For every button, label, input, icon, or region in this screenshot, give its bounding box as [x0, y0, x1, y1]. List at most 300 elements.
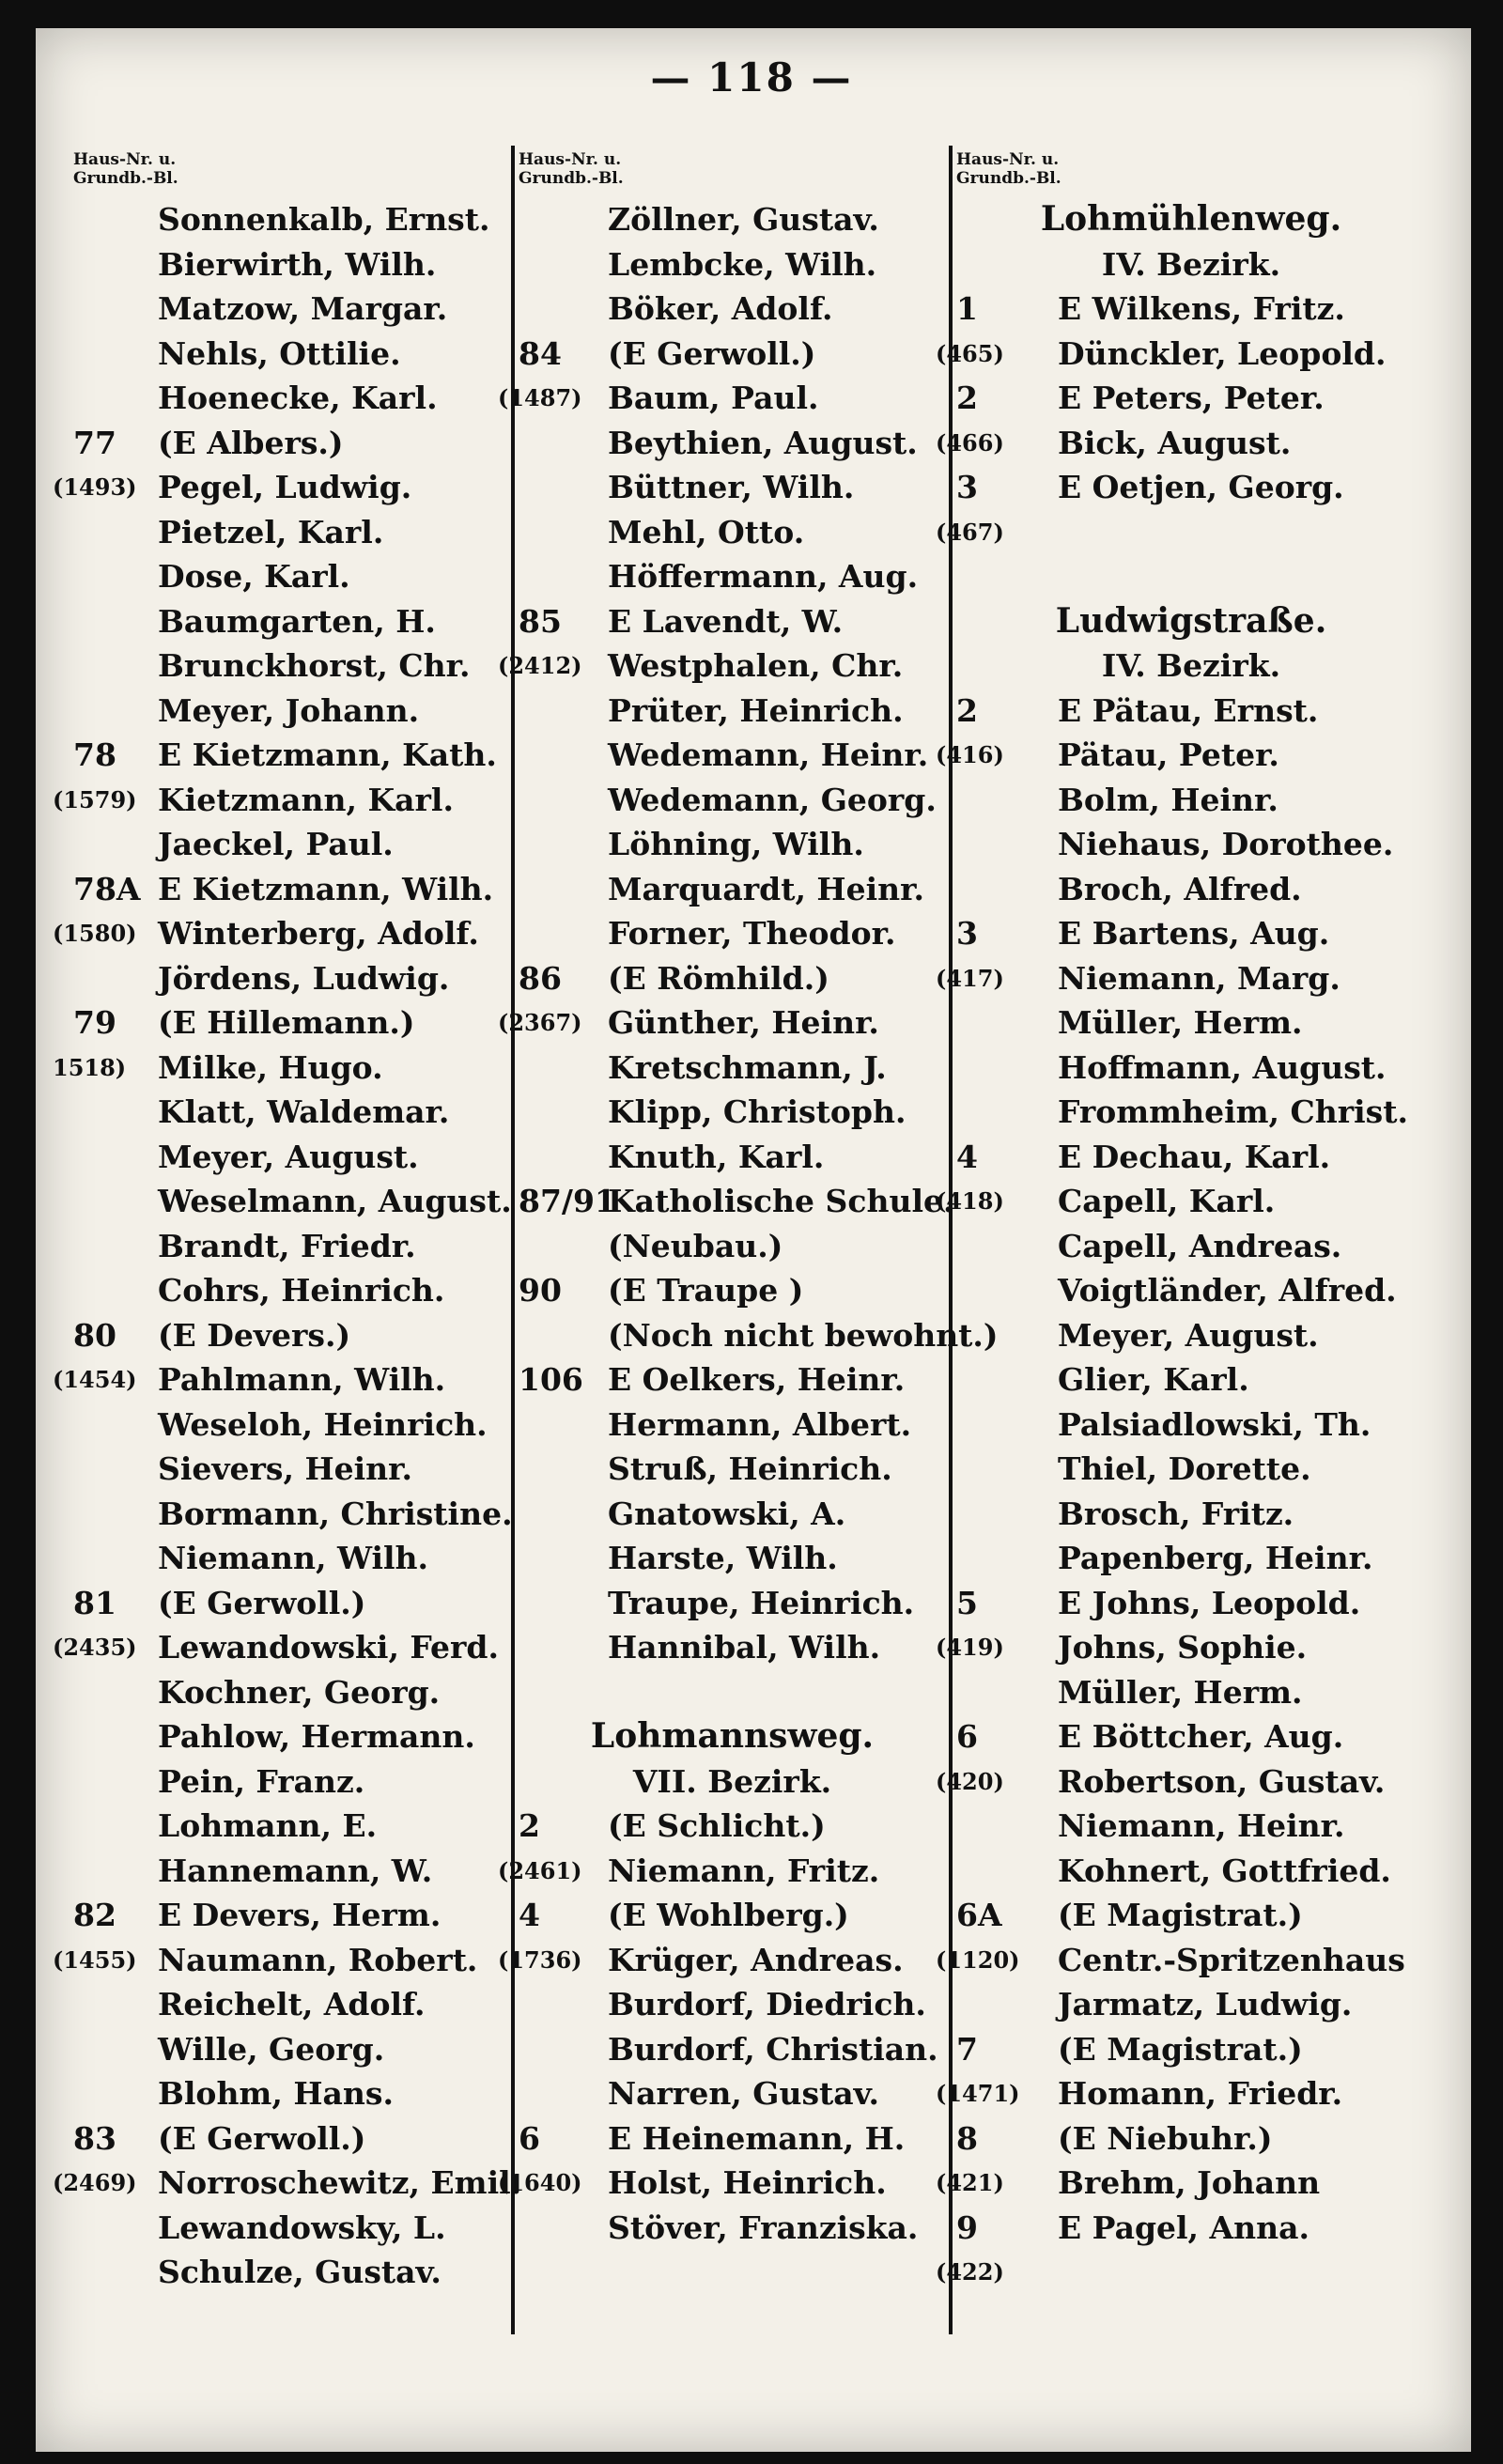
resident-name: Reichelt, Adolf. — [158, 1986, 426, 2022]
entry-line — [73, 242, 505, 287]
entry-line — [956, 1224, 1426, 1268]
land-register-number: (2461) — [498, 1856, 582, 1884]
resident-name: Dose, Karl. — [158, 558, 350, 595]
land-register-number: (1120) — [936, 1945, 1020, 1974]
entry-line — [73, 1313, 505, 1357]
resident-name: Cohrs, Heinrich. — [158, 1272, 445, 1309]
land-register-number: (466) — [936, 428, 1004, 457]
entry-line — [53, 1625, 505, 1669]
entry-line — [519, 733, 946, 777]
street-name: Lohmühlenweg. — [1040, 199, 1342, 239]
resident-name: (E Hillemann.) — [158, 1004, 415, 1041]
entry-line — [498, 1000, 946, 1045]
entry-line — [498, 376, 946, 420]
resident-name: Pahlmann, Wilh. — [158, 1361, 446, 1398]
resident-name: Centr.-Spritzenhaus — [1058, 1941, 1405, 1978]
resident-name: Lewandowski, Ferd. — [158, 1629, 499, 1666]
house-number: 1 — [956, 290, 978, 327]
entry-line — [956, 1357, 1426, 1402]
resident-name: Robertson, Gustav. — [1058, 1762, 1386, 1800]
land-register-number: (422) — [936, 2258, 1004, 2286]
district-label — [956, 643, 1426, 688]
entry-line — [956, 1982, 1426, 2026]
resident-name: Marquardt, Heinr. — [608, 870, 924, 907]
resident-name: Capell, Andreas. — [1058, 1227, 1342, 1264]
resident-name: Westphalen, Chr. — [608, 647, 904, 684]
entry-line — [73, 1268, 505, 1312]
header-line: Haus-Nr. u. — [73, 150, 177, 169]
entry-line — [519, 421, 946, 465]
house-number: 82 — [73, 1897, 116, 1933]
entry-line — [73, 1179, 512, 1223]
land-register-number: (2412) — [498, 652, 582, 679]
resident-name: Brehm, Johann — [1058, 2164, 1321, 2201]
resident-name: Holst, Heinrich. — [608, 2164, 887, 2201]
entry-line — [73, 2071, 505, 2115]
resident-name: (Neubau.) — [608, 1227, 783, 1264]
entry-line — [53, 2161, 522, 2205]
entry-line — [73, 1849, 505, 1893]
entry-line — [73, 643, 505, 688]
resident-name: Pegel, Ludwig. — [158, 469, 412, 505]
house-number: 6A — [956, 1897, 1002, 1933]
entry-line — [519, 2027, 946, 2071]
land-register-number: (2469) — [53, 2169, 137, 2196]
resident-name: E Pätau, Ernst. — [1058, 691, 1319, 729]
resident-name: Pahlow, Hermann. — [158, 1718, 475, 1755]
entry-line — [73, 1402, 505, 1447]
entry-line — [936, 510, 1426, 554]
entry-line — [73, 332, 505, 376]
resident-name: Schulze, Gustav. — [158, 2254, 442, 2290]
resident-name: Voigtländer, Alfred. — [1058, 1272, 1397, 1309]
entry-line — [73, 1581, 505, 1625]
entry-line — [73, 1224, 505, 1268]
entry-line — [956, 911, 1426, 955]
entry-line — [936, 2071, 1426, 2115]
resident-name: Katholische Schule. — [608, 1183, 954, 1219]
entry-line — [73, 197, 505, 241]
entry-line — [73, 2027, 505, 2071]
entry-line — [519, 1179, 954, 1223]
resident-name: Meyer, Johann. — [158, 691, 420, 729]
land-register-number: (1736) — [498, 1945, 582, 1974]
street-heading — [956, 197, 1426, 241]
land-register-number: (418) — [936, 1187, 1004, 1215]
entry-line — [73, 867, 505, 911]
entry-line — [956, 1893, 1426, 1937]
resident-name: Palsiadlowski, Th. — [1058, 1405, 1371, 1443]
entry-line — [519, 911, 946, 955]
resident-name: Löhning, Wilh. — [608, 826, 864, 862]
entry-line — [519, 956, 946, 1000]
resident-name: Niemann, Fritz. — [608, 1852, 880, 1889]
entry-line — [519, 465, 946, 509]
header-line: Haus-Nr. u. — [956, 150, 1060, 169]
resident-name: E Kietzmann, Kath. — [158, 736, 497, 773]
land-register-number: (419) — [936, 1634, 1004, 1661]
resident-name: Bierwirth, Wilh. — [158, 245, 437, 283]
entry-line — [956, 465, 1426, 509]
resident-name: (E Devers.) — [158, 1316, 351, 1354]
entry-line — [73, 822, 505, 866]
entry-line — [498, 2161, 946, 2205]
entry-line — [73, 1000, 505, 1045]
resident-name: Weseloh, Heinrich. — [158, 1405, 488, 1443]
entry-line — [519, 689, 946, 733]
resident-name: Harste, Wilh. — [608, 1540, 838, 1576]
entry-line — [498, 643, 946, 688]
header-line: Grundb.-Bl. — [73, 169, 178, 188]
entry-line — [956, 689, 1426, 733]
entry-line — [936, 733, 1426, 777]
resident-name: Sonnenkalb, Ernst. — [158, 201, 490, 238]
entry-line — [73, 2250, 505, 2294]
house-number: 87/91 — [519, 1183, 616, 1219]
entry-line — [519, 1313, 999, 1357]
resident-name: Brandt, Friedr. — [158, 1227, 416, 1264]
resident-name: Glier, Karl. — [1058, 1361, 1249, 1398]
resident-name: Blohm, Hans. — [158, 2075, 394, 2112]
entry-line — [519, 778, 946, 822]
resident-name: Burdorf, Diedrich. — [608, 1986, 926, 2022]
resident-name: Klatt, Waldemar. — [158, 1093, 450, 1130]
resident-name: E Peters, Peter. — [1058, 380, 1325, 416]
resident-name: Kohnert, Gottfried. — [1058, 1852, 1391, 1889]
entry-line — [73, 1090, 505, 1134]
house-number: 78A — [73, 870, 141, 907]
entry-line — [936, 2250, 1426, 2294]
street-heading — [956, 599, 1426, 643]
entry-line — [73, 1804, 505, 1848]
entry-line — [936, 421, 1426, 465]
column-header — [73, 150, 178, 188]
entry-line — [519, 554, 946, 598]
resident-name: Stöver, Franziska. — [608, 2208, 919, 2246]
land-register-number: (1580) — [53, 920, 137, 947]
resident-name: E Oetjen, Georg. — [1058, 469, 1344, 505]
land-register-number: (1579) — [53, 785, 137, 814]
entry-line — [519, 1625, 946, 1669]
house-number: 4 — [956, 1138, 978, 1175]
entry-line — [519, 1224, 946, 1268]
resident-name: Hoenecke, Karl. — [158, 380, 438, 416]
entry-line — [956, 1135, 1426, 1179]
entry-line — [73, 956, 505, 1000]
column-divider — [949, 146, 953, 2334]
resident-name: E Böttcher, Aug. — [1058, 1718, 1344, 1755]
house-number: 4 — [519, 1897, 540, 1933]
entry-line — [519, 510, 946, 554]
entry-line — [956, 2027, 1426, 2071]
resident-name: Frommheim, Christ. — [1058, 1093, 1408, 1130]
resident-name: Knuth, Karl. — [608, 1138, 825, 1175]
house-number: 78 — [73, 736, 116, 773]
house-number: 80 — [73, 1316, 116, 1354]
house-number: 6 — [519, 2119, 540, 2157]
house-number: 6 — [956, 1718, 978, 1755]
house-number: 3 — [956, 469, 978, 505]
entry-line — [956, 2116, 1426, 2161]
entry-line — [956, 376, 1426, 420]
resident-name: (E Niebuhr.) — [1058, 2119, 1273, 2157]
resident-name: (E Gerwoll.) — [158, 1584, 366, 1621]
resident-name: Niehaus, Dorothee. — [1058, 826, 1394, 862]
entry-line — [519, 1135, 946, 1179]
entry-line — [956, 554, 1426, 598]
resident-name: Norroschewitz, Emil. — [158, 2164, 522, 2201]
house-number: 77 — [73, 424, 116, 461]
entry-line — [73, 287, 505, 331]
resident-name: Jaeckel, Paul. — [158, 826, 394, 862]
resident-name: Gnatowski, A. — [608, 1495, 846, 1532]
resident-name: Broch, Alfred. — [1058, 870, 1302, 907]
street-heading — [519, 1714, 946, 1759]
resident-name: Hannibal, Wilh. — [608, 1629, 881, 1666]
land-register-number: (420) — [936, 1767, 1004, 1795]
entry-line — [53, 465, 505, 509]
resident-name: E Pagel, Anna. — [1058, 2208, 1309, 2246]
resident-name: Kretschmann, J. — [608, 1048, 887, 1086]
resident-name: E Bartens, Aug. — [1058, 915, 1330, 952]
land-register-number: (2367) — [498, 1009, 582, 1036]
resident-name: Homann, Friedr. — [1058, 2075, 1343, 2112]
entry-line — [936, 1179, 1426, 1223]
entry-line — [73, 510, 505, 554]
entry-line — [956, 1670, 1426, 1714]
land-register-number: 1518) — [53, 1053, 127, 1081]
entry-line — [956, 1268, 1426, 1312]
house-number: 8 — [956, 2119, 978, 2157]
resident-name: E Lavendt, W. — [608, 602, 844, 640]
resident-name: E Oelkers, Heinr. — [608, 1361, 906, 1398]
entry-line — [519, 1581, 946, 1625]
entry-line — [498, 1938, 946, 1982]
resident-name: Bormann, Christine. — [158, 1495, 513, 1532]
house-number: 79 — [73, 1004, 116, 1041]
house-number: 2 — [519, 1807, 540, 1844]
entry-line — [73, 2116, 505, 2161]
resident-name: Johns, Sophie. — [1058, 1629, 1308, 1666]
resident-name: Böker, Adolf. — [608, 290, 833, 327]
entry-line — [956, 1447, 1426, 1491]
resident-name: (E Magistrat.) — [1058, 1897, 1303, 1933]
resident-name: E Wilkens, Fritz. — [1058, 290, 1345, 327]
resident-name: E Kietzmann, Wilh. — [158, 870, 494, 907]
street-name: Lohmannsweg. — [590, 1716, 875, 1756]
resident-name: E Devers, Herm. — [158, 1897, 442, 1933]
entry-line — [956, 1581, 1426, 1625]
resident-name: (E Schlicht.) — [608, 1807, 826, 1844]
resident-name: Wille, Georg. — [158, 2030, 385, 2068]
resident-name: Hermann, Albert. — [608, 1405, 912, 1443]
resident-name: (E Gerwoll.) — [158, 2119, 366, 2157]
house-number: 9 — [956, 2208, 978, 2246]
entry-line — [956, 2206, 1426, 2250]
resident-name: Bolm, Heinr. — [1058, 781, 1278, 818]
entry-line — [956, 867, 1426, 911]
resident-name: Naumann, Robert. — [158, 1941, 478, 1978]
entry-line — [73, 554, 505, 598]
entry-line — [519, 1492, 946, 1536]
resident-name: Beythien, August. — [608, 424, 918, 461]
entry-line — [956, 1492, 1426, 1536]
entry-line — [53, 1357, 505, 1402]
district-text: IV. Bezirk. — [1101, 647, 1281, 684]
entry-line — [519, 599, 946, 643]
resident-name: Dünckler, Leopold. — [1058, 334, 1387, 372]
resident-name: Höffermann, Aug. — [608, 558, 919, 595]
resident-name: (E Traupe ) — [608, 1272, 804, 1309]
resident-name: Brosch, Fritz. — [1058, 1495, 1294, 1532]
resident-name: Nehls, Ottilie. — [158, 334, 401, 372]
resident-name: Thiel, Dorette. — [1058, 1450, 1311, 1487]
entry-line — [73, 1492, 513, 1536]
resident-name: Kochner, Georg. — [158, 1673, 441, 1711]
column-header — [956, 150, 1061, 188]
district-label — [956, 242, 1426, 287]
resident-name: Jördens, Ludwig. — [158, 959, 450, 997]
resident-name: Burdorf, Christian. — [608, 2030, 938, 2068]
entry-line — [936, 1938, 1426, 1982]
resident-name: Papenberg, Heinr. — [1058, 1540, 1373, 1576]
header-line: Grundb.-Bl. — [519, 169, 624, 188]
entry-line — [519, 2116, 946, 2161]
resident-name: Büttner, Wilh. — [608, 469, 855, 505]
entry-line — [519, 822, 946, 866]
land-register-number: (416) — [936, 741, 1004, 768]
entry-line — [73, 1714, 505, 1759]
entry-line — [956, 1000, 1426, 1045]
resident-name: Niemann, Wilh. — [158, 1540, 428, 1576]
entry-line — [519, 1090, 946, 1134]
resident-name: Klipp, Christoph. — [608, 1093, 906, 1130]
entry-line — [73, 1536, 505, 1580]
entry-line — [519, 1357, 946, 1402]
house-number: 106 — [519, 1361, 583, 1398]
resident-name: Wedemann, Georg. — [608, 781, 937, 818]
entry-line — [519, 197, 946, 241]
resident-name: Wedemann, Heinr. — [608, 736, 929, 773]
entry-line — [53, 1938, 505, 1982]
house-number: 7 — [956, 2030, 978, 2068]
resident-name: Mehl, Otto. — [608, 513, 805, 550]
district-label — [519, 1759, 946, 1804]
house-number: 85 — [519, 602, 562, 640]
resident-name: Milke, Hugo. — [158, 1048, 383, 1086]
district-text: VII. Bezirk. — [632, 1762, 832, 1800]
entry-line — [956, 822, 1426, 866]
resident-name: Bick, August. — [1058, 424, 1292, 461]
resident-name: (E Albers.) — [158, 424, 344, 461]
resident-name: Jarmatz, Ludwig. — [1058, 1986, 1353, 2022]
resident-name: Weselmann, August. — [158, 1183, 512, 1219]
resident-name: Pein, Franz. — [158, 1762, 365, 1800]
entry-line — [936, 956, 1426, 1000]
entry-line — [519, 1536, 946, 1580]
entry-line — [519, 2071, 946, 2115]
resident-name: Baumgarten, H. — [158, 602, 436, 640]
entry-line — [519, 1402, 946, 1447]
entry-line — [956, 1804, 1426, 1848]
resident-name: (E Römhild.) — [608, 959, 829, 997]
entry-line — [73, 421, 505, 465]
page-number: — 118 — — [650, 54, 853, 101]
resident-name: Traupe, Heinrich. — [608, 1584, 915, 1621]
entry-line — [73, 1447, 505, 1491]
resident-name: (E Magistrat.) — [1058, 2030, 1303, 2068]
resident-name: E Heinemann, H. — [608, 2119, 906, 2157]
entry-line — [936, 1759, 1426, 1804]
entry-line — [956, 1536, 1426, 1580]
land-register-number: (1471) — [936, 2080, 1020, 2107]
resident-name: Müller, Herm. — [1058, 1004, 1303, 1041]
entry-line — [73, 376, 505, 420]
house-number: 2 — [956, 380, 978, 416]
land-register-number: (467) — [936, 518, 1004, 546]
entry-line — [956, 1849, 1426, 1893]
resident-name: Lembcke, Wilh. — [608, 245, 877, 283]
entry-line — [519, 1046, 946, 1090]
entry-line — [936, 2161, 1426, 2205]
resident-name: Hannemann, W. — [158, 1852, 433, 1889]
resident-name: Struß, Heinrich. — [608, 1450, 892, 1487]
resident-name: (Noch nicht bewohnt.) — [608, 1316, 999, 1354]
resident-name: Forner, Theodor. — [608, 915, 896, 952]
header-line: Grundb.-Bl. — [956, 169, 1061, 188]
house-number: 86 — [519, 959, 562, 997]
house-number: 84 — [519, 334, 562, 372]
entry-line — [519, 867, 946, 911]
entry-line — [519, 1804, 946, 1848]
entry-line — [73, 2206, 505, 2250]
land-register-number: (417) — [936, 964, 1004, 992]
resident-name: Capell, Karl. — [1058, 1183, 1276, 1219]
resident-name: (E Wohlberg.) — [608, 1897, 849, 1933]
resident-name: Meyer, August. — [1058, 1316, 1319, 1354]
entry-line — [519, 242, 946, 287]
street-name: Ludwigstraße. — [1055, 600, 1327, 641]
header-line: Haus-Nr. u. — [519, 150, 622, 169]
entry-line — [73, 733, 505, 777]
resident-name: Lewandowsky, L. — [158, 2208, 446, 2246]
entry-line — [956, 778, 1426, 822]
resident-name: Winterberg, Adolf. — [158, 915, 479, 952]
entry-line — [73, 689, 505, 733]
resident-name: Brunckhorst, Chr. — [158, 647, 471, 684]
house-number: 5 — [956, 1584, 978, 1621]
resident-name: Niemann, Marg. — [1058, 959, 1340, 997]
column-divider — [511, 146, 515, 2334]
entry-line — [519, 1447, 946, 1491]
entry-line — [53, 778, 505, 822]
resident-name: Pietzel, Karl. — [158, 513, 384, 550]
house-number: 2 — [956, 691, 978, 729]
entry-line — [519, 1268, 946, 1312]
entry-line — [73, 1670, 505, 1714]
land-register-number: (1454) — [53, 1366, 137, 1393]
resident-name: Zöllner, Gustav. — [608, 201, 879, 238]
resident-name: E Johns, Leopold. — [1058, 1584, 1361, 1621]
resident-name: Krüger, Andreas. — [608, 1941, 904, 1978]
house-number: 81 — [73, 1584, 116, 1621]
land-register-number: (1640) — [498, 2169, 582, 2196]
resident-name: Hoffmann, August. — [1058, 1048, 1387, 1086]
entry-line — [73, 1893, 505, 1937]
resident-name: Baum, Paul. — [608, 380, 819, 416]
land-register-number: (2435) — [53, 1634, 137, 1661]
entry-line — [73, 1982, 505, 2026]
